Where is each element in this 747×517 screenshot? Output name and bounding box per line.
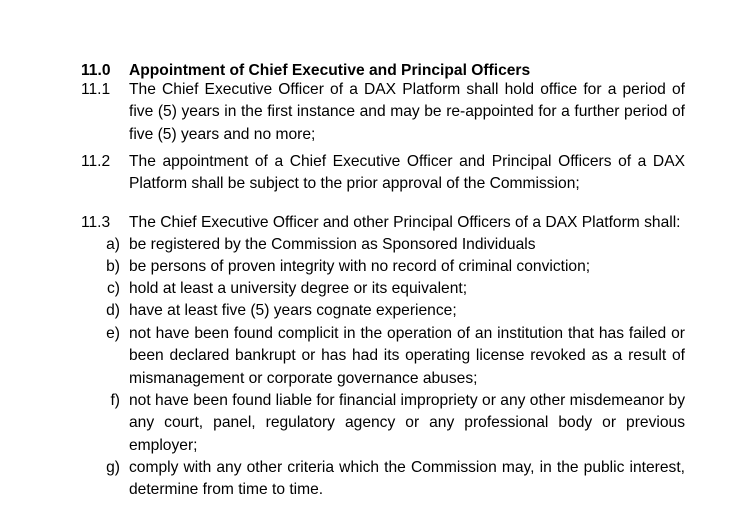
list-item-text: not have been found liable for financial impropriety or any other misdemeanor by any court, panel, regulatory agency or any professional body or previous employer; — [129, 392, 685, 454]
section-number: 11.0 — [81, 62, 111, 79]
list-item-letter: c) — [107, 280, 120, 297]
list-item-text: comply with any other criteria which the Commission may, in the public interest, determine from time to time. — [129, 459, 685, 499]
clause-text: The Chief Executive Officer and other Principal Officers of a DAX Platform shall: — [129, 214, 681, 231]
list-item-letter: g) — [106, 459, 120, 476]
clause-text: The Chief Executive Officer of a DAX Platform shall hold office for a period of five (5) years in the first instance and may be re-appointed for a further period of five (5) years and no more; — [129, 81, 685, 143]
section-title: Appointment of Chief Executive and Principal Officers — [129, 62, 531, 79]
list-item-text: be persons of proven integrity with no record of criminal conviction; — [129, 258, 591, 275]
clause-number: 11.3 — [81, 214, 111, 231]
list-item-letter: e) — [106, 325, 120, 342]
clause-text: The appointment of a Chief Executive Officer and Principal Officers of a DAX Platform shall be subject to the prior approval of the Commission; — [129, 153, 685, 193]
list-item-text: have at least five (5) years cognate experience; — [129, 302, 457, 319]
list-item-letter: f) — [110, 392, 120, 409]
list-item-text: be registered by the Commission as Sponsored Individuals — [129, 236, 536, 253]
list-item-letter: a) — [106, 236, 120, 253]
list-item-letter: d) — [106, 302, 120, 319]
list-item-text: hold at least a university degree or its equivalent; — [129, 280, 468, 297]
list-item-text: not have been found complicit in the operation of an institution that has failed or been declared bankrupt or has had its operating license revoked as a result of mismanagement or corporate governance abuses; — [129, 325, 685, 387]
clause-number: 11.1 — [81, 81, 111, 98]
list-item-letter: b) — [106, 258, 120, 275]
clause-number: 11.2 — [81, 153, 111, 170]
